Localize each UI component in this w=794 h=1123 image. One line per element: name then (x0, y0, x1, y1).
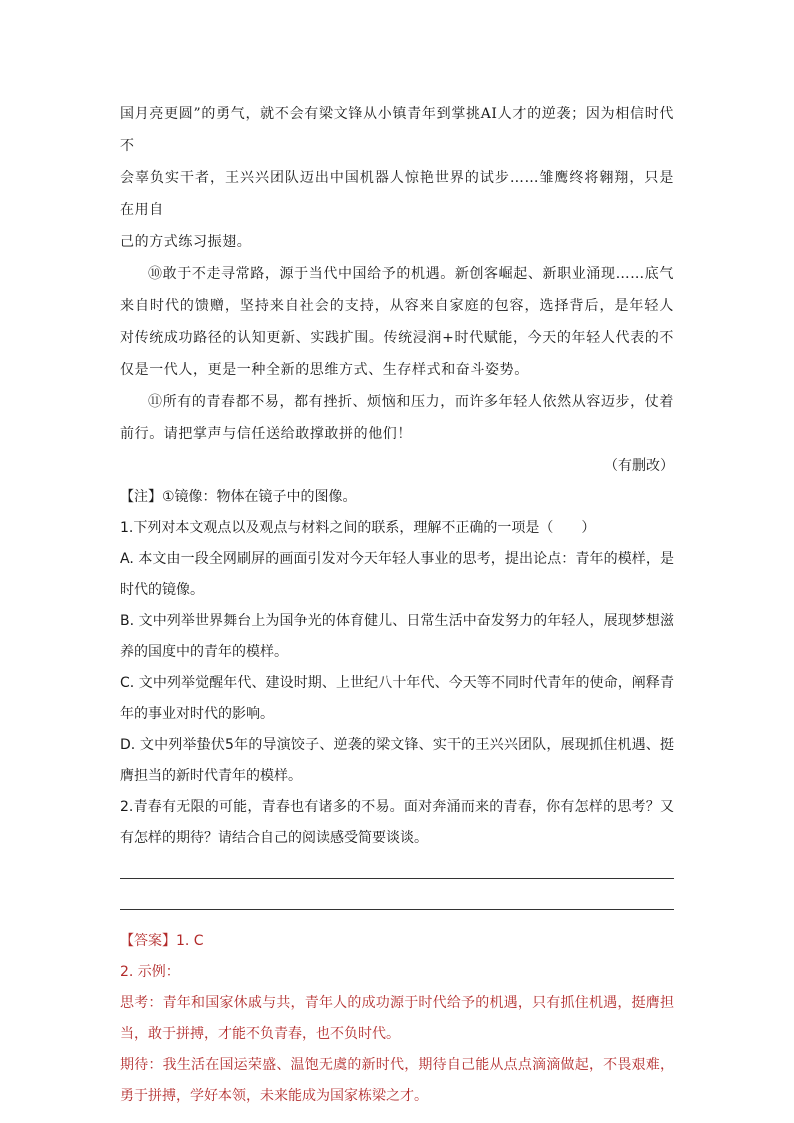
question-1-option-c: C. 文中列举觉醒年代、建设时期、上世纪八十年代、今天等不同时代青年的使命，阐释青年的事业对时代的影响。 (120, 675, 674, 722)
answer-2-intro: 2. 示例： (120, 964, 180, 980)
document-page (120, 98, 674, 1112)
question-2-stem: 2.青春有无限的可能，青春也有诸多的不易。面对奔涌而来的青春，你有怎样的思考？又有怎样的期待？请结合自己的阅读感受简要谈谈。 (120, 799, 674, 846)
answer-2-expectation: 期待：我生活在国运荣盛、温饱无虞的新时代，期待自己能从点点滴滴做起，不畏艰难，勇于拼搏，学好本领，未来能成为国家栋梁之才。 (120, 1057, 674, 1104)
answer-line-1 (120, 878, 674, 879)
passage-paragraph-9-line-3: 己的方式练习振翅。 (120, 234, 252, 250)
answer-section (120, 926, 674, 1112)
source-note: （有删改） (604, 458, 674, 474)
question-1-stem: 1.下列对本文观点以及观点与材料之间的联系，理解不正确的一项是（ ） (120, 520, 596, 536)
answer-1: 【答案】1. C (120, 933, 204, 949)
passage-paragraph-9-line-1: 国月亮更圆”的勇气，就不会有梁文锋从小镇青年到掌挑AI人才的逆袭；因为相信时代不 (120, 106, 674, 154)
question-1-option-a: A. 本文由一段全网刷屏的画面引发对今天年轻人事业的思考，提出论点：青年的模样，是时代的镜像。 (120, 551, 674, 598)
answer-2-thinking: 思考：青年和国家休戚与共，青年人的成功源于时代给予的机遇，只有抓住机遇，挺膺担当，敢于拼搏，才能不负青春，也不负时代。 (120, 995, 674, 1042)
passage-paragraph-10: ⑩敢于不走寻常路，源于当代中国给予的机遇。新创客崛起、新职业涌现……底气来自时代的馈赠，坚持来自社会的支持，从容来自家庭的包容，选择背后，是年轻人对传统成功路径的认知更新、实践扩围。传统浸润+时代赋能，今天的年轻人代表的不仅是一代人，更是一种全新的思维方式、生存样式和奋斗姿势。 (120, 266, 674, 378)
passage-paragraph-11: ⑪所有的青春都不易，都有挫折、烦恼和压力，而许多年轻人依然从容迈步，仗着前行。请把掌声与信任送给敢撑敢拼的他们！ (120, 394, 674, 442)
question-1-option-b: B. 文中列举世界舞台上为国争光的体育健儿、日常生活中奋发努力的年轻人，展现梦想滋养的国度中的青年的模样。 (120, 613, 674, 660)
annotation-note: 【注】①镜像：物体在镜子中的图像。 (120, 489, 357, 505)
question-1-option-d: D. 文中列举蛰伏5年的导演饺子、逆袭的梁文锋、实干的王兴兴团队，展现抓住机遇、挺膺担当的新时代青年的模样。 (120, 737, 674, 784)
answer-line-2 (120, 909, 674, 910)
passage-paragraph-9-line-2: 会辜负实干者，王兴兴团队迈出中国机器人惊艳世界的试步……雏鹰终将翱翔，只是在用自 (120, 170, 674, 218)
